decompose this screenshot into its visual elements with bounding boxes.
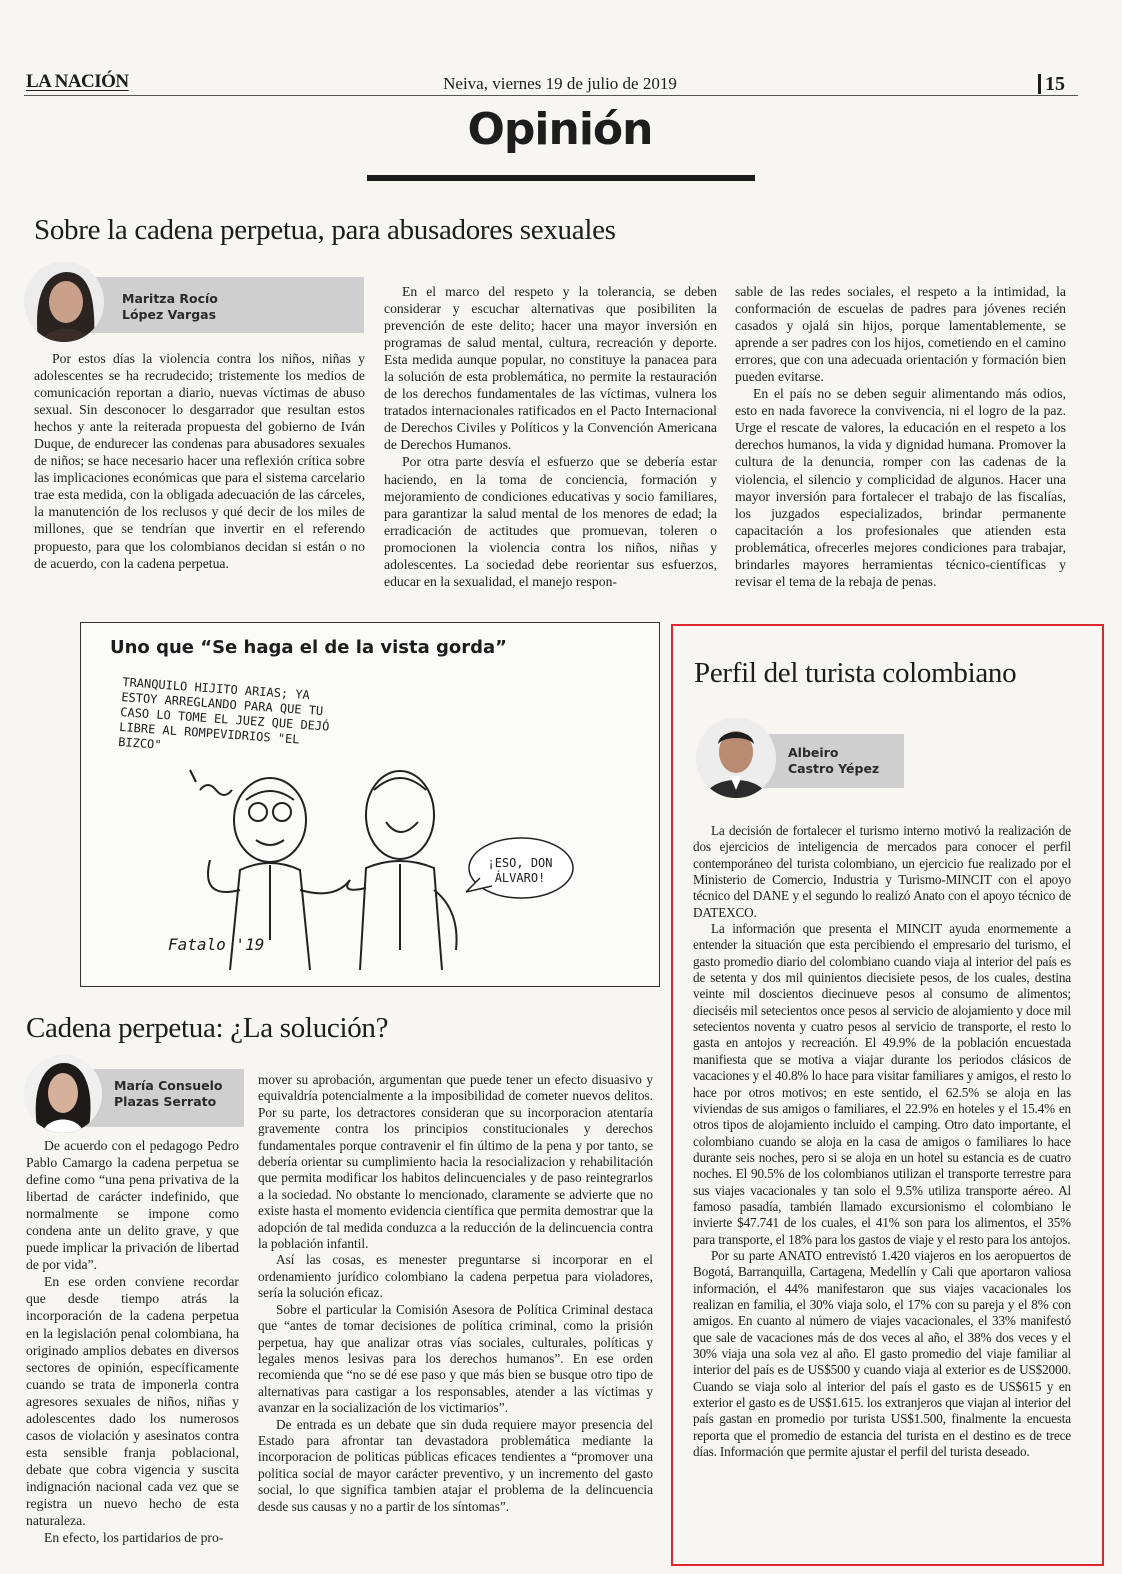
article3-paragraph: Por su parte ANATO entrevistó 1.420 viajeros en los aeropuertos de Bogotá, Barranquilla, Cartagena, Medellín y Cali que aportaron valiosa información, el 44% manifestaron que sus viajes vacacionales los realizan en familia, el 30% viaja solo, el 17% con su pareja y el 8% con amigos. En cuanto al número de viajes vacacionales, el 33% manifestó que sale de vacaciones más de dos veces al año, el 38% dos veces y el 30% viaja una sola vez al año. El gasto promedio del viaje familiar al interior del país es de US$500 y cuando viaja al exterior es de US$2000. Cuando se viaja solo al interior del país el gasto es de US$615 y en exterior el gasto es de US$1.615. los extranjeros que viajan al interior del país gastan en promedio por turista US$1.500, finalmente la encuesta reporta que el promedio de estancia del turista en el destino es de trece días. Información que permite ajustar el perfil del turista deseado. <box>693 1247 1071 1460</box>
article1-paragraph: Por otra parte desvía el esfuerzo que se debería estar haciendo, en la toma de conciencia, formación y mejoramiento de condiciones educativas y socio familiares, para garantizar la salud mental de los menores de edad; la erradicación de actitudes que promuevan, toleren o promocionen la violencia contra los niños, niñas y adolescentes. La sociedad debe reorientar sus esfuerzos, educar en la sexualidad, el manejo respon- <box>384 454 717 589</box>
article2-column-2 <box>258 1072 653 1566</box>
article1-paragraph: sable de las redes sociales, el respeto a la intimidad, la conformación de escuelas de padres para jóvenes recién casados y ojalá sin hijos, porque lamentablemente, se aprende a ser padres con los hijos, cometiendo en el camino errores, que con una adecuada orientación y formación bien pueden evitarse. <box>735 284 1066 385</box>
article1-byline <box>62 277 364 333</box>
section-rule <box>367 175 755 181</box>
article2-paragraph: De acuerdo con el pedagogo Pedro Pablo Camargo la cadena perpetua se define como “una pena privativa de la libertad de carácter indefinido, que normalmente se impone como condena ante un delito grave, y que puede implicar la privación de libertad de por vida”. <box>26 1138 239 1273</box>
issue-date: Neiva, viernes 19 de julio de 2019 <box>443 74 677 93</box>
article3-headline: Perfil del turista colombiano <box>694 657 1017 689</box>
article3-author-first: Albeiro <box>788 745 839 760</box>
article2-author-last: Plazas Serrato <box>114 1094 217 1109</box>
article2-column-1 <box>26 1137 239 1569</box>
author-photo-icon <box>696 718 776 798</box>
article1-column-3 <box>735 283 1066 603</box>
article1-paragraph: En el marco del respeto y la tolerancia, se deben considerar y escuchar alternativas que posibiliten la prevención de este delito; hacer una mayor inversión en programas de salud mental, cultura, recreación y deporte. Esta medida aunque popular, no constituye la panacea para la solución de esta problemática, no permite la restauración de los derechos fundamentales de las víctimas, vulnera los tratados internacionales ratificados en el Pacto Internacional de Derechos Civiles y Políticos y la Convención Americana de Derechos Humanos. <box>384 284 717 453</box>
page-number: 15 <box>1038 74 1065 94</box>
article2-headline: Cadena perpetua: ¿La solución? <box>26 1012 389 1044</box>
cartoon-speech-right: ¡ESO, DON ÁLVARO! <box>487 856 553 885</box>
newspaper-logo: LA NACIÓN <box>26 71 129 92</box>
article2-author-photo <box>24 1055 102 1133</box>
author-photo-icon <box>24 1055 102 1133</box>
article1-paragraph: Por estos días la violencia contra los niños, niñas y adolescentes se ha recrudecido; tristemente los medios de comunicación reportan a diario, nuevas víctimas de abuso sexual. Sin desconocer lo desgarrador que resultan estos hechos y ante la reiterada propuesta del gobierno de Iván Duque, de endurecer las condenas para abusadores sexuales de niños; se hace necesario hacer una reflexión crítica sobre las implicaciones económicas que para el sistema carcelario trae esta medida, con la obligada adecuación de las cárceles, la manutención de los reclusos y qué decir de los miles de millones, que se tendrían que invertir en el referendo propuesto, para que los colombianos decidan si están o no de acuerdo, con la cadena perpetua. <box>34 351 365 571</box>
article1-paragraph: En el país no se deben seguir alimentando más odios, esto en nada favorece la convivencia, ni el logro de la paz. Urge el rescate de valores, la educación en el respeto a los derechos humanos, la vida y dignidad humana. Promover la cultura de la denuncia, romper con las cadenas de la violencia, el silencio y complicidad de algunos. Hacer una mayor inversión para fortalecer el trabajo de las fiscalías, los juzgados especializados, brindar permanente capacitación a los profesionales que atienden esta problemática, ofrecerles mejores condiciones para trabajar, brindarles mayores herramientas técnico-científicas y revisar el tema de la rebaja de penas. <box>735 386 1066 589</box>
article3-author-photo <box>696 718 776 798</box>
article3-body <box>693 823 1071 1555</box>
author-photo-icon <box>24 262 104 342</box>
article2-paragraph: De entrada es un debate que sin duda requiere mayor presencia del Estado para afrontar tan devastadora problemática mediante la incorporacion de politicas públicas eficaces tendientes a “promover una politica social de mayor carácter preventivo, y un incremento del gasto social, lo que significa tambien atajar el problema de la delincuencia desde sus causas y no a partir de los síntomas”. <box>258 1416 653 1514</box>
article2-paragraph: Sobre el particular la Comisión Asesora de Política Criminal destaca que “antes de tomar decisiones de política criminal, como la prisión perpetua, hay que analizar otras vías sociales, culturales, políticas y legales menos lesivas para los derechos humanos”. En ese orden recomienda que “no se dé ese paso y que más bien se busque otro tipo de alternativas para castigar a los responsables, atender a las víctimas y avanzar en la socialización de los victimarios”. <box>258 1301 653 1416</box>
article2-paragraph: mover su aprobación, argumentan que puede tener un efecto disuasivo y equivaldría potencialmente a la imposibilidad de cometer nuevos delitos. Por su parte, los detractores consideran que su incorporacion atentaría gravemente contra los principios constitucionales y derechos fundamentales porque contravenir el fin último de la pena y por tanto, se debería orientar su cumplimiento hacia la resocializacion y rehabilitación que permita modificar los habitos delincuenciales y de paso reintegrarlos a la sociedad. No obstante lo mencionado, claramente se advierte que no existe hasta el momento evidencia científica que permita demostrar que la adopción de tal medida conduzca a la reducción de la delincuencia contra la población infantil. <box>258 1072 653 1252</box>
cartoon-title: Uno que “Se haga el de la vista gorda” <box>110 637 507 658</box>
article2-paragraph: En efecto, los partidarios de pro- <box>44 1530 224 1546</box>
article1-column-1 <box>34 350 365 606</box>
article2-author-first: María Consuelo <box>114 1078 223 1093</box>
section-title: Opinión <box>467 104 653 155</box>
article1-author-last: López Vargas <box>122 307 217 322</box>
article1-column-2 <box>384 283 717 603</box>
article3-author-last: Castro Yépez <box>788 761 880 776</box>
cartoon-signature: Fatalo '19 <box>168 935 265 954</box>
article1-author-photo <box>24 262 104 342</box>
article2-paragraph: En ese orden conviene recordar que desde tiempo atrás la incorporación de la cadena perpetua en la legislación penal colombiana, ha originado amplios debates en diversos sectores de opinión, específicamente cuando se trata de imponerla contra agresores sexuales de niños, niñas y adolescentes dado los numerosos casos de violación y asesinatos contra esta sensible franja poblacional, debate que cobra vigencia y suscita indignación nacional cada vez que se registra un nuevo hecho de esta naturaleza. <box>26 1274 239 1529</box>
article3-paragraph: La decisión de fortalecer el turismo interno motivó la realización de dos ejercicios de inteligencia de mercados para conocer el perfil contemporáneo del turista colombiano, un ejercicio fue realizado por el Ministerio de Comercio, Industria y Turismo-MINCIT con el apoyo técnico del DANE y el segundo lo realizó Anato con el apoyo técnico de DATEXCO. <box>693 823 1071 920</box>
article1-author-first: Maritza Rocío <box>122 291 218 306</box>
article1-headline: Sobre la cadena perpetua, para abusadores sexuales <box>34 214 616 246</box>
article2-paragraph: Así las cosas, es menester preguntarse si incorporar en el ordenamiento jurídico colombiano la cadena perpetua para violadores, sería la solución eficaz. <box>258 1252 653 1301</box>
cartoon-speech-left: TRANQUILO HIJITO ARIAS; YA ESTOY ARREGLANDO PARA QUE TU CASO LO TOME EL JUEZ QUE DEJÓ LIBRE AL ROMPEVIDRIOS "EL BIZCO" <box>117 675 330 752</box>
article3-paragraph: La información que presenta el MINCIT ayuda enormemente a entender la situación que esta percibiendo el empresario del turismo, el gasto promedio diario del colombiano cuando viaja al interior del país es de setenta y dos mil quinientos diecisiete pesos, de los cuales, destina veinte mil doscientos diecinueve pesos al consumo de alimentos; dieciséis mil setecientos once pesos al servicio de alojamiento y doce mil setecientos noventa y cuatro pesos al servicio de transporte, el resto lo gasta en antojos y recreación. El 49.9% de la población encuestada manifiesta que se motiva a viajar durante los periodos clásicos de vacaciones y el 40.8% lo hace para visitar familiares y amigos, el resto lo hace por otros motivos; en este sentido, el 62.5% se aloja en las viviendas de sus amigos o familiares, el 22.9% en hoteles y el 15.4% en otros tipos de alojamiento incluido el camping. Otro dato importante, el colombiano cuando se aloja en la casa de amigos o familiares lo hace durante seis noches, pero si se aloja en un hotel su estancia es de cuatro noches. El 90.5% de los colombianos utilizan el transporte terrestre para sus viajes vacacionales y tan solo el 9.5% utiliza transporte aéreo. Al famoso pasadía, también llamado excursionismo el colombiano le invierte $47.741 de los cuales, el 41% son para los alimentos, el 35% para transporte, el 18% para los gastos de viaje y el resto para los antojos. <box>693 921 1071 1247</box>
header-rule <box>24 95 1078 96</box>
